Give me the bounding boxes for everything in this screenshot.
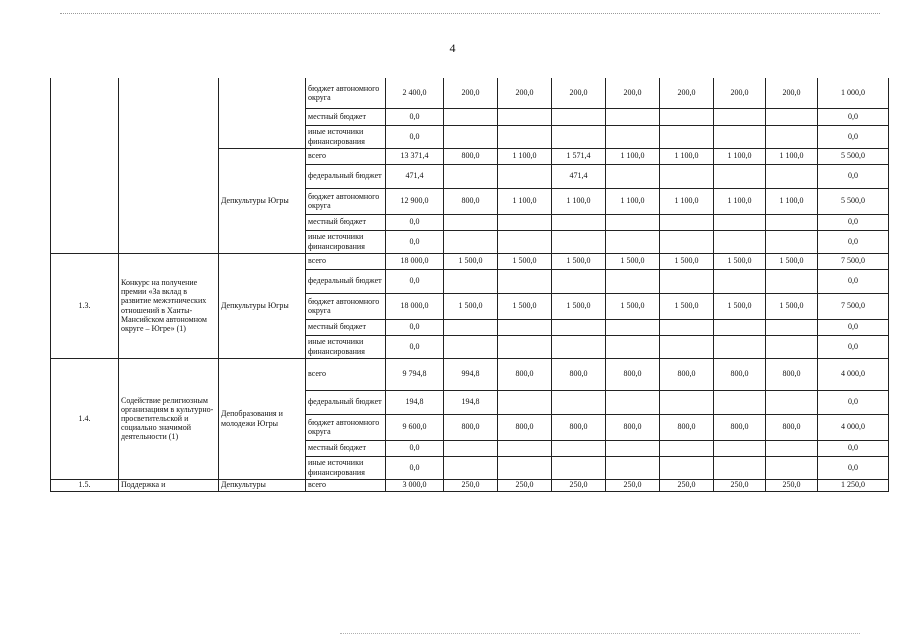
amount-year	[714, 164, 766, 188]
amount-period-total: 4 000,0	[818, 358, 889, 390]
funding-source: бюджет автономного округа	[306, 293, 386, 319]
amount-year	[766, 230, 818, 253]
amount-total: 18 000,0	[386, 293, 444, 319]
amount-year: 250,0	[552, 479, 606, 491]
amount-year: 1 100,0	[606, 188, 660, 214]
amount-year	[444, 214, 498, 230]
scan-artifact-top	[60, 13, 880, 14]
amount-year	[606, 390, 660, 414]
amount-year: 1 571,4	[552, 148, 606, 164]
amount-year	[660, 164, 714, 188]
amount-year: 800,0	[606, 414, 660, 440]
amount-period-total: 0,0	[818, 335, 889, 358]
amount-total: 0,0	[386, 108, 444, 125]
amount-year	[606, 108, 660, 125]
amount-year	[714, 390, 766, 414]
amount-period-total: 0,0	[818, 319, 889, 335]
amount-year: 1 500,0	[444, 253, 498, 269]
amount-year	[444, 230, 498, 253]
funding-source: всего	[306, 358, 386, 390]
amount-year	[552, 230, 606, 253]
amount-year	[606, 164, 660, 188]
amount-year: 200,0	[552, 78, 606, 108]
amount-year	[552, 440, 606, 456]
amount-year	[660, 230, 714, 253]
funding-source: бюджет автономного округа	[306, 414, 386, 440]
table-row	[51, 358, 889, 390]
amount-year: 250,0	[606, 479, 660, 491]
amount-year	[606, 214, 660, 230]
amount-year	[766, 440, 818, 456]
amount-year	[444, 335, 498, 358]
amount-year	[606, 335, 660, 358]
amount-year: 250,0	[660, 479, 714, 491]
amount-period-total: 0,0	[818, 456, 889, 479]
amount-year	[660, 335, 714, 358]
amount-year	[606, 319, 660, 335]
amount-year	[552, 335, 606, 358]
funding-source: местный бюджет	[306, 214, 386, 230]
amount-year	[660, 390, 714, 414]
amount-year	[498, 319, 552, 335]
amount-year: 250,0	[498, 479, 552, 491]
amount-year	[606, 269, 660, 293]
amount-total: 13 371,4	[386, 148, 444, 164]
amount-year: 1 100,0	[552, 188, 606, 214]
amount-year: 800,0	[444, 148, 498, 164]
amount-period-total: 0,0	[818, 230, 889, 253]
amount-year	[498, 164, 552, 188]
amount-year	[660, 214, 714, 230]
amount-year: 1 100,0	[498, 188, 552, 214]
amount-year: 1 500,0	[660, 293, 714, 319]
amount-period-total: 0,0	[818, 440, 889, 456]
amount-year: 800,0	[444, 188, 498, 214]
page-number: 4	[449, 41, 456, 55]
amount-year	[714, 335, 766, 358]
amount-year	[660, 456, 714, 479]
amount-year: 250,0	[766, 479, 818, 491]
amount-total: 18 000,0	[386, 253, 444, 269]
amount-year: 1 100,0	[606, 148, 660, 164]
amount-period-total: 7 500,0	[818, 253, 889, 269]
amount-year: 194,8	[444, 390, 498, 414]
amount-year: 800,0	[714, 414, 766, 440]
amount-year	[552, 125, 606, 148]
amount-total: 2 400,0	[386, 78, 444, 108]
amount-year	[498, 108, 552, 125]
amount-year	[444, 108, 498, 125]
amount-year	[444, 319, 498, 335]
amount-total: 3 000,0	[386, 479, 444, 491]
table-row	[51, 78, 889, 108]
amount-year	[714, 269, 766, 293]
funding-source: иные источники финансирования	[306, 125, 386, 148]
funding-source: бюджет автономного округа	[306, 188, 386, 214]
amount-year: 1 500,0	[498, 253, 552, 269]
amount-year: 994,8	[444, 358, 498, 390]
amount-year	[660, 319, 714, 335]
funding-source: всего	[306, 253, 386, 269]
funding-source: иные источники финансирования	[306, 456, 386, 479]
amount-year: 200,0	[714, 78, 766, 108]
amount-year: 1 500,0	[766, 253, 818, 269]
amount-year	[766, 164, 818, 188]
item-name: Поддержка и	[119, 479, 219, 491]
funding-source: федеральный бюджет	[306, 269, 386, 293]
amount-year	[660, 108, 714, 125]
amount-total: 0,0	[386, 456, 444, 479]
amount-year	[552, 456, 606, 479]
funding-source: местный бюджет	[306, 319, 386, 335]
amount-year	[552, 269, 606, 293]
amount-year: 1 100,0	[660, 148, 714, 164]
amount-year	[766, 125, 818, 148]
funding-source: местный бюджет	[306, 440, 386, 456]
amount-period-total: 0,0	[818, 214, 889, 230]
amount-year	[444, 456, 498, 479]
amount-year: 200,0	[444, 78, 498, 108]
amount-year: 471,4	[552, 164, 606, 188]
amount-total: 9 600,0	[386, 414, 444, 440]
amount-year: 1 500,0	[714, 253, 766, 269]
amount-year	[714, 108, 766, 125]
amount-period-total: 5 500,0	[818, 148, 889, 164]
amount-year	[444, 125, 498, 148]
amount-period-total: 0,0	[818, 108, 889, 125]
item-name: Содействие религиозным организациям в культурно-просветительской и социально значимой деятельности (1)	[119, 358, 219, 479]
amount-year: 1 500,0	[660, 253, 714, 269]
executor	[219, 78, 306, 148]
amount-year: 250,0	[714, 479, 766, 491]
amount-year	[552, 390, 606, 414]
amount-total: 0,0	[386, 230, 444, 253]
item-number	[51, 78, 119, 253]
funding-source: всего	[306, 148, 386, 164]
amount-year: 1 100,0	[714, 148, 766, 164]
item-name: Конкурс на получение премии «За вклад в развитие межэтнических отношений в Ханты-Мансийском автономном округе – Югре» (1)	[119, 253, 219, 358]
amount-year	[498, 390, 552, 414]
amount-year: 800,0	[714, 358, 766, 390]
amount-period-total: 1 250,0	[818, 479, 889, 491]
amount-year	[444, 269, 498, 293]
amount-year: 800,0	[766, 414, 818, 440]
amount-year: 1 500,0	[444, 293, 498, 319]
amount-year	[766, 108, 818, 125]
amount-total: 194,8	[386, 390, 444, 414]
amount-year	[714, 214, 766, 230]
executor: Депкультуры	[219, 479, 306, 491]
amount-total: 0,0	[386, 269, 444, 293]
amount-total: 471,4	[386, 164, 444, 188]
amount-year	[498, 269, 552, 293]
amount-year: 1 500,0	[498, 293, 552, 319]
amount-year	[498, 214, 552, 230]
amount-total: 0,0	[386, 319, 444, 335]
amount-year	[498, 125, 552, 148]
budget-table	[50, 78, 889, 492]
item-name	[119, 78, 219, 253]
executor: Депкультуры Югры	[219, 253, 306, 358]
executor: Депобразования и молодежи Югры	[219, 358, 306, 479]
amount-year	[498, 440, 552, 456]
amount-year	[498, 230, 552, 253]
amount-year	[660, 125, 714, 148]
funding-source: бюджет автономного округа	[306, 78, 386, 108]
amount-period-total: 0,0	[818, 125, 889, 148]
amount-year: 200,0	[660, 78, 714, 108]
amount-year: 1 500,0	[766, 293, 818, 319]
amount-year	[606, 125, 660, 148]
amount-year	[766, 390, 818, 414]
amount-year	[444, 440, 498, 456]
amount-year: 800,0	[606, 358, 660, 390]
amount-period-total: 5 500,0	[818, 188, 889, 214]
amount-year	[714, 230, 766, 253]
amount-period-total: 1 000,0	[818, 78, 889, 108]
amount-year: 800,0	[498, 358, 552, 390]
amount-period-total: 0,0	[818, 390, 889, 414]
amount-year	[714, 319, 766, 335]
amount-total: 0,0	[386, 335, 444, 358]
amount-total: 0,0	[386, 125, 444, 148]
amount-year	[552, 214, 606, 230]
amount-year	[714, 440, 766, 456]
amount-year	[552, 319, 606, 335]
amount-year: 800,0	[552, 414, 606, 440]
amount-year: 1 100,0	[766, 188, 818, 214]
amount-year: 800,0	[660, 414, 714, 440]
funding-source: иные источники финансирования	[306, 230, 386, 253]
amount-year	[766, 456, 818, 479]
amount-year: 1 500,0	[552, 293, 606, 319]
table-row	[51, 253, 889, 269]
amount-year: 800,0	[552, 358, 606, 390]
amount-year	[606, 456, 660, 479]
amount-year: 200,0	[606, 78, 660, 108]
amount-year: 200,0	[498, 78, 552, 108]
amount-total: 9 794,8	[386, 358, 444, 390]
amount-total: 0,0	[386, 440, 444, 456]
amount-year	[766, 269, 818, 293]
table-row	[51, 479, 889, 491]
amount-year: 200,0	[766, 78, 818, 108]
amount-year	[660, 269, 714, 293]
item-number: 1.5.	[51, 479, 119, 491]
amount-period-total: 0,0	[818, 164, 889, 188]
amount-year: 1 100,0	[660, 188, 714, 214]
amount-year	[714, 125, 766, 148]
amount-year	[606, 440, 660, 456]
amount-year	[606, 230, 660, 253]
amount-year: 800,0	[660, 358, 714, 390]
amount-year: 1 500,0	[606, 293, 660, 319]
amount-year: 1 500,0	[714, 293, 766, 319]
amount-year: 1 100,0	[498, 148, 552, 164]
scan-artifact-bottom	[340, 633, 860, 634]
amount-year: 1 100,0	[766, 148, 818, 164]
amount-year: 800,0	[498, 414, 552, 440]
amount-year	[766, 214, 818, 230]
funding-source: федеральный бюджет	[306, 390, 386, 414]
amount-period-total: 0,0	[818, 269, 889, 293]
amount-year	[552, 108, 606, 125]
amount-year: 1 500,0	[606, 253, 660, 269]
amount-total: 0,0	[386, 214, 444, 230]
item-number: 1.4.	[51, 358, 119, 479]
funding-source: иные источники финансирования	[306, 335, 386, 358]
item-number: 1.3.	[51, 253, 119, 358]
amount-total: 12 900,0	[386, 188, 444, 214]
amount-year	[498, 456, 552, 479]
funding-source: федеральный бюджет	[306, 164, 386, 188]
amount-year	[444, 164, 498, 188]
amount-year: 1 100,0	[714, 188, 766, 214]
amount-year: 800,0	[444, 414, 498, 440]
amount-period-total: 4 000,0	[818, 414, 889, 440]
amount-year	[766, 335, 818, 358]
budget-table-body	[51, 78, 889, 491]
amount-year	[714, 456, 766, 479]
amount-period-total: 7 500,0	[818, 293, 889, 319]
funding-source: местный бюджет	[306, 108, 386, 125]
executor: Депкультуры Югры	[219, 148, 306, 253]
amount-year	[660, 440, 714, 456]
amount-year: 250,0	[444, 479, 498, 491]
funding-source: всего	[306, 479, 386, 491]
amount-year	[498, 335, 552, 358]
amount-year	[766, 319, 818, 335]
amount-year: 1 500,0	[552, 253, 606, 269]
amount-year: 800,0	[766, 358, 818, 390]
